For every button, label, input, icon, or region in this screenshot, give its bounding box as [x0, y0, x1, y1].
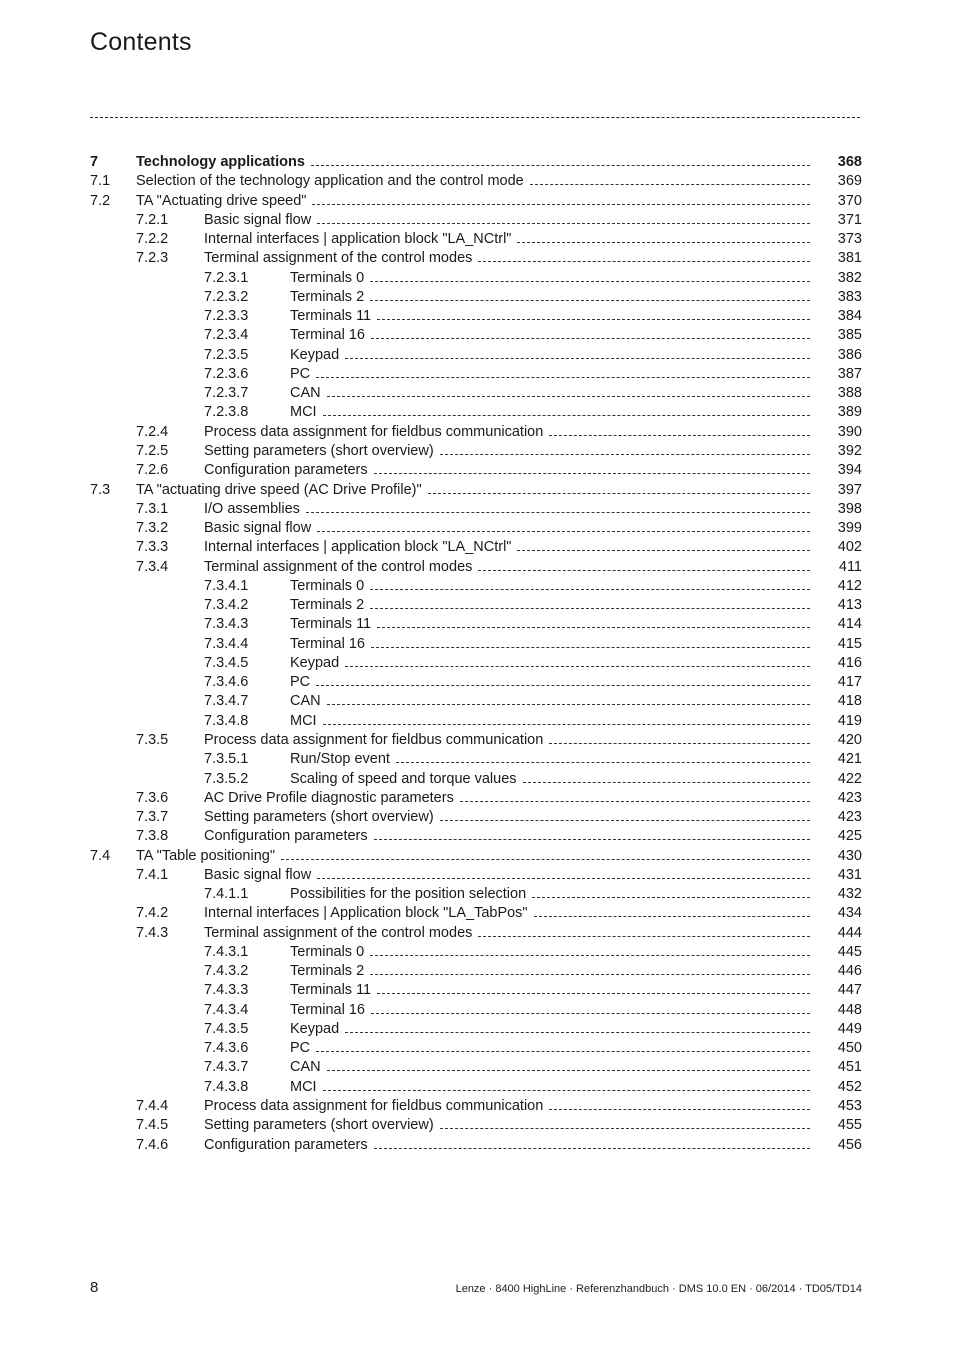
- toc-entry-number: 7.3.7: [136, 809, 169, 826]
- toc-leader: [327, 396, 810, 397]
- toc-entry-title[interactable]: PC: [290, 673, 316, 692]
- toc-leader: [523, 782, 810, 783]
- toc-entry-title[interactable]: Run/Stop event: [290, 750, 396, 769]
- toc-entry[interactable]: [90, 558, 862, 577]
- toc-entry[interactable]: [90, 211, 862, 230]
- table-of-contents: [90, 153, 862, 1155]
- toc-entry-number: 7.3.4.1: [204, 577, 249, 594]
- toc-leader: [549, 743, 810, 744]
- toc-entry-number: 7.3.4.7: [204, 693, 249, 710]
- toc-entry-title[interactable]: Internal interfaces | application block "LA_NCtrl": [204, 538, 517, 557]
- toc-entry-title[interactable]: Terminal assignment of the control modes: [204, 924, 478, 943]
- toc-entry[interactable]: [90, 673, 862, 692]
- toc-entry-page[interactable]: 452: [837, 1078, 862, 1095]
- toc-entry-page[interactable]: 386: [837, 346, 862, 363]
- toc-leader: [281, 859, 810, 860]
- toc-entry[interactable]: [90, 885, 862, 904]
- toc-entry-page[interactable]: 418: [837, 693, 862, 710]
- toc-entry-number: 7.2.4: [136, 423, 169, 440]
- toc-entry-page[interactable]: 434: [837, 905, 862, 922]
- toc-entry-number: 7.3.3: [136, 539, 169, 556]
- toc-leader: [345, 1032, 810, 1033]
- toc-entry-number: 7.4.3.7: [204, 1059, 249, 1076]
- toc-entry-title[interactable]: TA "Actuating drive speed": [136, 192, 312, 211]
- toc-leader: [374, 839, 810, 840]
- page-title: Contents: [90, 28, 192, 56]
- toc-leader: [316, 1051, 810, 1052]
- toc-entry[interactable]: [90, 866, 862, 885]
- toc-entry-title[interactable]: Internal interfaces | application block "LA_NCtrl": [204, 230, 517, 249]
- toc-entry-number: 7.2.3.6: [204, 365, 249, 382]
- toc-entry-page[interactable]: 368: [837, 154, 862, 170]
- toc-entry-page[interactable]: 431: [837, 866, 862, 883]
- toc-entry-title[interactable]: Configuration parameters: [204, 1136, 374, 1155]
- toc-entry-title[interactable]: Terminal 16: [290, 635, 371, 654]
- toc-entry[interactable]: [90, 365, 862, 384]
- toc-entry-page[interactable]: 381: [837, 250, 862, 267]
- toc-entry-title[interactable]: Terminal assignment of the control modes: [204, 249, 478, 268]
- toc-entry[interactable]: [90, 577, 862, 596]
- toc-entry[interactable]: [90, 172, 862, 191]
- toc-entry-page[interactable]: 370: [837, 192, 862, 209]
- toc-entry-page[interactable]: 373: [837, 231, 862, 248]
- toc-entry[interactable]: [90, 1136, 862, 1155]
- toc-entry-title[interactable]: Basic signal flow: [204, 519, 317, 538]
- toc-entry-title[interactable]: Terminals 2: [290, 596, 370, 615]
- toc-leader: [517, 550, 810, 551]
- toc-leader: [440, 820, 810, 821]
- toc-entry-number: 7.4.3.5: [204, 1020, 249, 1037]
- toc-entry-title[interactable]: Scaling of speed and torque values: [290, 770, 523, 789]
- toc-entry-page[interactable]: 430: [837, 847, 862, 864]
- toc-entry[interactable]: [90, 249, 862, 268]
- toc-entry-title[interactable]: Setting parameters (short overview): [204, 808, 440, 827]
- toc-entry-number: 7.2.3.5: [204, 346, 249, 363]
- toc-entry-title[interactable]: Setting parameters (short overview): [204, 1116, 440, 1135]
- toc-entry[interactable]: [90, 481, 862, 500]
- toc-leader: [316, 377, 810, 378]
- toc-entry-page[interactable]: 385: [837, 327, 862, 344]
- toc-entry[interactable]: [90, 962, 862, 981]
- toc-leader: [549, 1109, 810, 1110]
- toc-entry[interactable]: [90, 731, 862, 750]
- toc-entry-page[interactable]: 432: [837, 886, 862, 903]
- toc-entry-page[interactable]: 455: [837, 1117, 862, 1134]
- toc-entry-number: 7.4.3.6: [204, 1040, 249, 1057]
- toc-entry-page[interactable]: 387: [837, 365, 862, 382]
- toc-entry-page[interactable]: 423: [837, 789, 862, 806]
- toc-leader: [530, 184, 810, 185]
- toc-entry-page[interactable]: 399: [837, 520, 862, 537]
- toc-entry-title[interactable]: Possibilities for the position selection: [290, 885, 532, 904]
- toc-entry-page[interactable]: 384: [837, 308, 862, 325]
- toc-leader: [316, 685, 810, 686]
- toc-leader: [323, 1090, 810, 1091]
- toc-entry-number: 7.4.3.3: [204, 982, 249, 999]
- toc-entry-page[interactable]: 453: [837, 1098, 862, 1115]
- toc-entry-number: 7.2.3.4: [204, 327, 249, 344]
- toc-entry-title[interactable]: Keypad: [290, 346, 345, 365]
- toc-entry[interactable]: [90, 1078, 862, 1097]
- toc-entry-page[interactable]: 398: [837, 500, 862, 517]
- toc-entry[interactable]: [90, 326, 862, 345]
- toc-leader: [374, 473, 810, 474]
- toc-leader: [370, 955, 810, 956]
- toc-entry-number: 7.3.1: [136, 500, 169, 517]
- toc-entry-page[interactable]: 448: [837, 1001, 862, 1018]
- toc-leader: [377, 627, 810, 628]
- toc-entry-page[interactable]: 456: [837, 1136, 862, 1153]
- toc-leader: [345, 358, 810, 359]
- toc-entry-page[interactable]: 447: [837, 982, 862, 999]
- toc-entry-title[interactable]: PC: [290, 1039, 316, 1058]
- toc-leader: [327, 1070, 810, 1071]
- toc-leader: [478, 570, 810, 571]
- toc-entry[interactable]: [90, 808, 862, 827]
- toc-entry-number: 7.3.4.6: [204, 674, 249, 691]
- toc-entry[interactable]: [90, 924, 862, 943]
- toc-leader: [440, 1128, 810, 1129]
- toc-entry-page[interactable]: 419: [837, 712, 862, 729]
- toc-entry-title[interactable]: TA "actuating drive speed (AC Drive Profile)": [136, 481, 428, 500]
- toc-entry-title[interactable]: MCI: [290, 403, 323, 422]
- toc-entry-page[interactable]: 369: [837, 173, 862, 190]
- toc-entry-title[interactable]: I/O assemblies: [204, 500, 306, 519]
- toc-entry-title[interactable]: Technology applications: [136, 153, 311, 172]
- toc-entry-title[interactable]: Terminals 2: [290, 288, 370, 307]
- toc-entry[interactable]: [90, 904, 862, 923]
- toc-entry-page[interactable]: 416: [837, 654, 862, 671]
- toc-entry[interactable]: [90, 654, 862, 673]
- toc-leader: [532, 897, 810, 898]
- toc-entry-page[interactable]: 402: [837, 539, 862, 556]
- toc-entry-title[interactable]: Basic signal flow: [204, 866, 317, 885]
- toc-entry-page[interactable]: 420: [837, 731, 862, 748]
- toc-entry-page[interactable]: 388: [837, 385, 862, 402]
- toc-leader: [534, 916, 810, 917]
- toc-leader: [549, 435, 810, 436]
- toc-entry-page[interactable]: 423: [837, 809, 862, 826]
- toc-leader: [377, 319, 810, 320]
- toc-leader: [440, 454, 810, 455]
- toc-entry-number: 7.2.3.7: [204, 385, 249, 402]
- toc-entry-number: 7.2.5: [136, 442, 169, 459]
- toc-entry-title[interactable]: Process data assignment for fieldbus communication: [204, 423, 549, 442]
- toc-entry-title[interactable]: CAN: [290, 1058, 327, 1077]
- toc-entry-page[interactable]: 415: [837, 635, 862, 652]
- toc-entry-page[interactable]: 451: [837, 1059, 862, 1076]
- toc-entry-title[interactable]: Terminal assignment of the control modes: [204, 558, 478, 577]
- toc-leader: [312, 204, 810, 205]
- toc-entry-title[interactable]: Terminals 0: [290, 943, 370, 962]
- toc-entry-page[interactable]: 371: [837, 211, 862, 228]
- toc-entry[interactable]: [90, 269, 862, 288]
- toc-entry-title[interactable]: CAN: [290, 692, 327, 711]
- toc-entry[interactable]: [90, 442, 862, 461]
- toc-entry-title[interactable]: Terminal 16: [290, 326, 371, 345]
- toc-entry[interactable]: [90, 153, 862, 172]
- toc-entry-title[interactable]: PC: [290, 365, 316, 384]
- toc-entry-number: 7.4.5: [136, 1117, 169, 1134]
- toc-entry-page[interactable]: 413: [837, 597, 862, 614]
- toc-entry-page[interactable]: 397: [837, 481, 862, 498]
- toc-entry-title[interactable]: Configuration parameters: [204, 827, 374, 846]
- toc-entry-number: 7.2.2: [136, 231, 169, 248]
- toc-entry-title[interactable]: Terminals 0: [290, 577, 370, 596]
- toc-leader: [460, 801, 810, 802]
- toc-leader: [371, 1013, 810, 1014]
- toc-entry[interactable]: [90, 288, 862, 307]
- toc-entry-title[interactable]: Terminals 11: [290, 615, 377, 634]
- toc-leader: [370, 589, 810, 590]
- toc-entry-page[interactable]: 394: [837, 462, 862, 479]
- toc-entry-number: 7.3.8: [136, 828, 169, 845]
- toc-leader: [306, 512, 810, 513]
- toc-entry-number: 7.3.2: [136, 520, 169, 537]
- toc-entry-page[interactable]: 382: [837, 269, 862, 286]
- toc-leader: [478, 261, 810, 262]
- toc-entry-number: 7.2.3.2: [204, 288, 249, 305]
- toc-entry-title[interactable]: CAN: [290, 384, 327, 403]
- header-divider: [90, 117, 860, 118]
- toc-entry-number: 7.3.4.5: [204, 654, 249, 671]
- toc-entry[interactable]: [90, 981, 862, 1000]
- toc-entry-title[interactable]: Setting parameters (short overview): [204, 442, 440, 461]
- toc-entry-number: 7.2.1: [136, 211, 169, 228]
- toc-entry[interactable]: [90, 635, 862, 654]
- toc-entry-number: 7.4.3.8: [204, 1078, 249, 1095]
- toc-entry-page[interactable]: 425: [837, 828, 862, 845]
- toc-entry-page[interactable]: 444: [837, 924, 862, 941]
- toc-entry-number: 7.4.3: [136, 924, 169, 941]
- toc-entry[interactable]: [90, 346, 862, 365]
- toc-entry-title[interactable]: TA "Table positioning": [136, 847, 281, 866]
- toc-entry-title[interactable]: MCI: [290, 712, 323, 731]
- toc-entry-title[interactable]: MCI: [290, 1078, 323, 1097]
- toc-entry-title[interactable]: Internal interfaces | Application block "LA_TabPos": [204, 904, 534, 923]
- toc-leader: [323, 415, 810, 416]
- toc-leader: [370, 281, 810, 282]
- toc-entry-title[interactable]: Selection of the technology application and the control mode: [136, 172, 530, 191]
- toc-entry-number: 7.3.4.4: [204, 635, 249, 652]
- toc-entry[interactable]: [90, 538, 862, 557]
- toc-entry[interactable]: [90, 307, 862, 326]
- toc-entry-page[interactable]: 412: [837, 577, 862, 594]
- toc-entry-number: 7.3.4.8: [204, 712, 249, 729]
- toc-entry[interactable]: [90, 827, 862, 846]
- footer-page-number: 8: [90, 1279, 99, 1296]
- toc-entry[interactable]: [90, 789, 862, 808]
- toc-entry-page[interactable]: 421: [837, 751, 862, 768]
- toc-entry-number: 7.4.3.4: [204, 1001, 249, 1018]
- toc-entry[interactable]: [90, 384, 862, 403]
- toc-entry[interactable]: [90, 596, 862, 615]
- toc-entry-number: 7.4.6: [136, 1136, 169, 1153]
- toc-leader: [371, 338, 810, 339]
- toc-entry-title[interactable]: Terminals 11: [290, 307, 377, 326]
- toc-entry-page[interactable]: 389: [837, 404, 862, 421]
- toc-entry[interactable]: [90, 500, 862, 519]
- toc-leader: [370, 974, 810, 975]
- toc-entry-title[interactable]: Process data assignment for fieldbus communication: [204, 731, 549, 750]
- toc-entry-number: 7.3.6: [136, 789, 169, 806]
- toc-entry-number: 7.2.3: [136, 250, 169, 267]
- toc-entry-number: 7.3.5.1: [204, 751, 249, 768]
- toc-entry[interactable]: [90, 1058, 862, 1077]
- toc-entry-number: 7.4: [90, 847, 111, 864]
- toc-entry-title[interactable]: Terminal 16: [290, 1001, 371, 1020]
- toc-entry-number: 7.4.2: [136, 905, 169, 922]
- toc-leader: [317, 223, 810, 224]
- toc-entry-number: 7.3.5: [136, 731, 169, 748]
- toc-entry-number: 7.1: [90, 173, 111, 190]
- toc-entry-number: 7.3.4.2: [204, 597, 249, 614]
- toc-entry-number: 7.3.4: [136, 558, 169, 575]
- toc-entry[interactable]: [90, 847, 862, 866]
- toc-entry-page[interactable]: 390: [837, 423, 862, 440]
- toc-leader: [370, 608, 810, 609]
- toc-entry-page[interactable]: 445: [837, 943, 862, 960]
- toc-entry[interactable]: [90, 615, 862, 634]
- toc-entry-title[interactable]: Keypad: [290, 654, 345, 673]
- toc-entry-title[interactable]: AC Drive Profile diagnostic parameters: [204, 789, 460, 808]
- toc-entry-number: 7.2.3.1: [204, 269, 249, 286]
- toc-entry[interactable]: [90, 461, 862, 480]
- toc-entry-page[interactable]: 417: [837, 674, 862, 691]
- toc-entry-page[interactable]: 450: [837, 1040, 862, 1057]
- toc-entry[interactable]: [90, 1001, 862, 1020]
- toc-leader: [317, 878, 810, 879]
- toc-entry-page[interactable]: 422: [837, 770, 862, 787]
- toc-entry[interactable]: [90, 1116, 862, 1135]
- toc-entry-page[interactable]: 392: [837, 442, 862, 459]
- toc-entry-page[interactable]: 414: [837, 616, 862, 633]
- toc-entry-page[interactable]: 383: [837, 288, 862, 305]
- footer-document-info: Lenze · 8400 HighLine · Referenzhandbuch · DMS 10.0 EN · 06/2014 · TD05/TD14: [455, 1283, 862, 1295]
- toc-entry-number: 7.4.4: [136, 1098, 169, 1115]
- toc-entry[interactable]: [90, 230, 862, 249]
- toc-leader: [377, 993, 810, 994]
- toc-leader: [428, 493, 810, 494]
- toc-entry[interactable]: [90, 192, 862, 211]
- toc-entry-title[interactable]: Terminals 2: [290, 962, 370, 981]
- toc-leader: [517, 242, 810, 243]
- toc-entry-number: 7.2.3.8: [204, 404, 249, 421]
- toc-entry-number: 7.3.5.2: [204, 770, 249, 787]
- toc-entry[interactable]: [90, 770, 862, 789]
- toc-leader: [478, 936, 810, 937]
- toc-entry-number: 7.3: [90, 481, 111, 498]
- toc-entry-page[interactable]: 449: [837, 1020, 862, 1037]
- toc-entry-number: 7: [90, 154, 99, 170]
- toc-entry-number: 7.2.6: [136, 462, 169, 479]
- toc-entry[interactable]: [90, 943, 862, 962]
- toc-entry[interactable]: [90, 750, 862, 769]
- toc-entry[interactable]: [90, 1020, 862, 1039]
- toc-leader: [345, 666, 810, 667]
- toc-entry[interactable]: [90, 403, 862, 422]
- toc-leader: [311, 165, 810, 166]
- toc-entry-number: 7.3.4.3: [204, 616, 249, 633]
- toc-entry[interactable]: [90, 519, 862, 538]
- toc-entry-title[interactable]: Configuration parameters: [204, 461, 374, 480]
- toc-entry-title[interactable]: Terminals 11: [290, 981, 377, 1000]
- toc-entry[interactable]: [90, 712, 862, 731]
- toc-entry-title[interactable]: Basic signal flow: [204, 211, 317, 230]
- toc-entry-title[interactable]: Process data assignment for fieldbus communication: [204, 1097, 549, 1116]
- toc-entry-number: 7.4.3.1: [204, 943, 249, 960]
- toc-entry[interactable]: [90, 1097, 862, 1116]
- toc-entry-title[interactable]: Keypad: [290, 1020, 345, 1039]
- toc-entry[interactable]: [90, 692, 862, 711]
- toc-entry-number: 7.4.1.1: [204, 886, 249, 903]
- toc-leader: [374, 1148, 810, 1149]
- toc-leader: [370, 300, 810, 301]
- toc-leader: [396, 762, 810, 763]
- toc-leader: [317, 531, 810, 532]
- toc-entry-number: 7.4.1: [136, 866, 169, 883]
- toc-leader: [327, 704, 810, 705]
- toc-entry-title[interactable]: Terminals 0: [290, 269, 370, 288]
- toc-entry-page[interactable]: 446: [837, 963, 862, 980]
- toc-entry-page[interactable]: 411: [838, 558, 862, 575]
- toc-entry-number: 7.4.3.2: [204, 963, 249, 980]
- toc-entry-number: 7.2: [90, 192, 111, 209]
- toc-entry-number: 7.2.3.3: [204, 308, 249, 325]
- toc-entry[interactable]: [90, 1039, 862, 1058]
- toc-entry[interactable]: [90, 423, 862, 442]
- toc-leader: [323, 724, 810, 725]
- toc-leader: [371, 647, 810, 648]
